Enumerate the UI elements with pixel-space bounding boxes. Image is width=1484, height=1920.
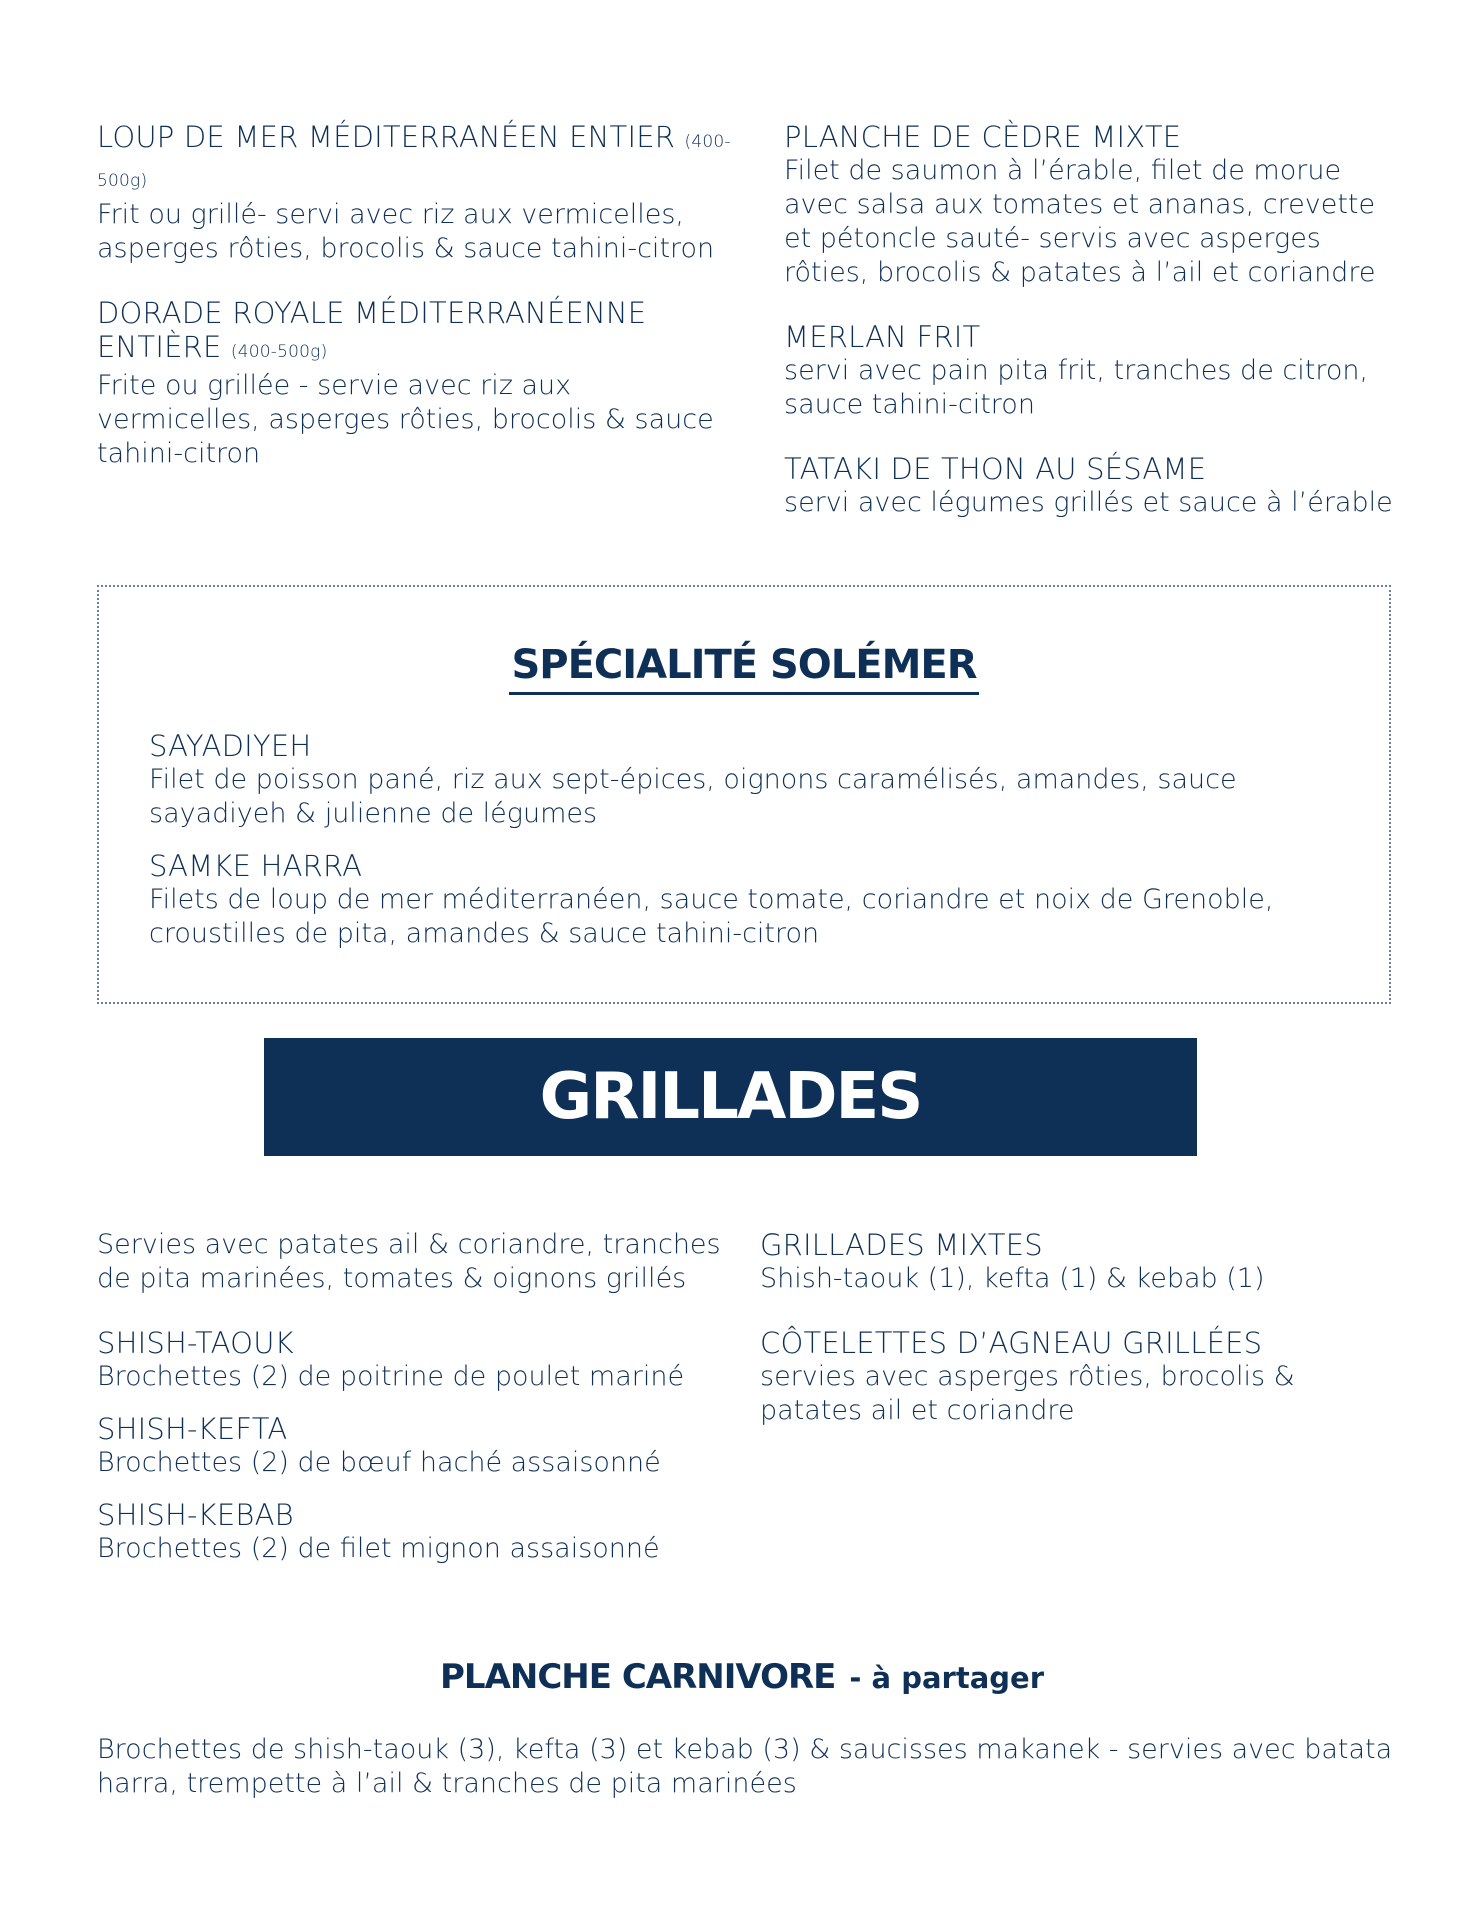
menu-item-description: Brochettes (2) de poitrine de poulet mariné [97, 1361, 685, 1392]
planche-carnivore-heading [0, 1652, 1484, 1703]
specialite-items [149, 729, 1349, 951]
menu-item-name: PLANCHE DE CÈDRE MIXTE [784, 120, 1182, 154]
menu-item-name: SAYADIYEH [149, 729, 312, 763]
menu-item-name: SAMKE HARRA [149, 849, 363, 883]
menu-item-loup-de-mer [97, 120, 737, 266]
menu-item-name: SHISH-KEBAB [97, 1498, 294, 1532]
menu-item-name: MERLAN FRIT [784, 320, 981, 354]
menu-item-tataki-de-thon [784, 452, 1394, 520]
fish-menu-left-column [97, 120, 737, 471]
planche-title: PLANCHE CARNIVORE [440, 1657, 836, 1697]
menu-item-description: Filet de saumon à l’érable, filet de morue avec salsa aux tomates et ananas, crevette et pétoncle sauté- servis avec asperges rôties, brocolis & patates à l’ail et coriandre [784, 155, 1376, 288]
menu-item-sayadiyeh [149, 729, 1349, 831]
menu-item-dorade-royale [97, 296, 737, 471]
menu-item-description: Brochettes (2) de filet mignon assaisonné [97, 1533, 660, 1564]
grillades-banner: GRILLADES [264, 1038, 1197, 1156]
menu-item-description: Frite ou grillée - servie avec riz aux vermicelles, asperges rôties, brocolis & sauce tahini-citron [97, 370, 714, 469]
menu-item-size: (400-500g) [230, 342, 328, 362]
menu-item-shish-kefta [97, 1412, 737, 1480]
menu-item-name: CÔTELETTES D’AGNEAU GRILLÉES [760, 1326, 1263, 1360]
menu-item-size: (400-500g) [97, 132, 731, 191]
menu-item-shish-kebab [97, 1498, 737, 1566]
grillades-right-column [760, 1228, 1400, 1428]
menu-item-name: GRILLADES MIXTES [760, 1228, 1043, 1262]
menu-item-merlan-frit [784, 320, 1394, 422]
fish-menu-right-column [784, 120, 1394, 520]
menu-item-description: servies avec asperges rôties, brocolis & patates ail et coriandre [760, 1361, 1295, 1426]
menu-item-description: Brochettes (2) de bœuf haché assaisonné [97, 1447, 661, 1478]
menu-item-shish-taouk [97, 1326, 737, 1394]
menu-item-name: TATAKI DE THON AU SÉSAME [784, 452, 1207, 486]
menu-item-description: servi avec pain pita frit, tranches de citron, sauce tahini-citron [784, 355, 1369, 420]
menu-item-description: Filet de poisson pané, riz aux sept-épices, oignons caramélisés, amandes, sauce sayadiyeh & julienne de légumes [149, 764, 1237, 829]
menu-item-planche-de-cedre [784, 120, 1394, 290]
grillades-intro: Servies avec patates ail & coriandre, tranches de pita marinées, tomates & oignons grillés [97, 1229, 721, 1294]
menu-item-name: SHISH-KEFTA [97, 1412, 288, 1446]
grillades-left-column [97, 1228, 737, 1566]
menu-item-description: Shish-taouk (1), kefta (1) & kebab (1) [760, 1263, 1265, 1294]
specialite-solemer-box [97, 585, 1391, 1004]
menu-item-description: Frit ou grillé- servi avec riz aux vermicelles, asperges rôties, brocolis & sauce tahini-citron [97, 199, 715, 264]
menu-item-samke-harra [149, 849, 1349, 951]
menu-item-description: servi avec légumes grillés et sauce à l’érable [784, 487, 1393, 518]
planche-subtitle: - à partager [849, 1661, 1044, 1695]
menu-item-description: Filets de loup de mer méditerranéen, sauce tomate, coriandre et noix de Grenoble, croustilles de pita, amandes & sauce tahini-citron [149, 884, 1274, 949]
menu-item-cotelettes-agneau [760, 1326, 1400, 1428]
specialite-title: SPÉCIALITÉ SOLÉMER [509, 640, 978, 695]
menu-item-name: SHISH-TAOUK [97, 1326, 294, 1360]
menu-item-grillades-mixtes [760, 1228, 1400, 1296]
menu-item-name: LOUP DE MER MÉDITERRANÉEN ENTIER [97, 120, 676, 154]
section-title [99, 640, 1389, 695]
menu-item-name: DORADE ROYALE MÉDITERRANÉENNE ENTIÈRE [97, 296, 647, 364]
planche-description: Brochettes de shish-taouk (3), kefta (3) et kebab (3) & saucisses makanek - servies avec batata harra, trempette à l’ail & tranches de pita marinées [97, 1734, 1393, 1799]
